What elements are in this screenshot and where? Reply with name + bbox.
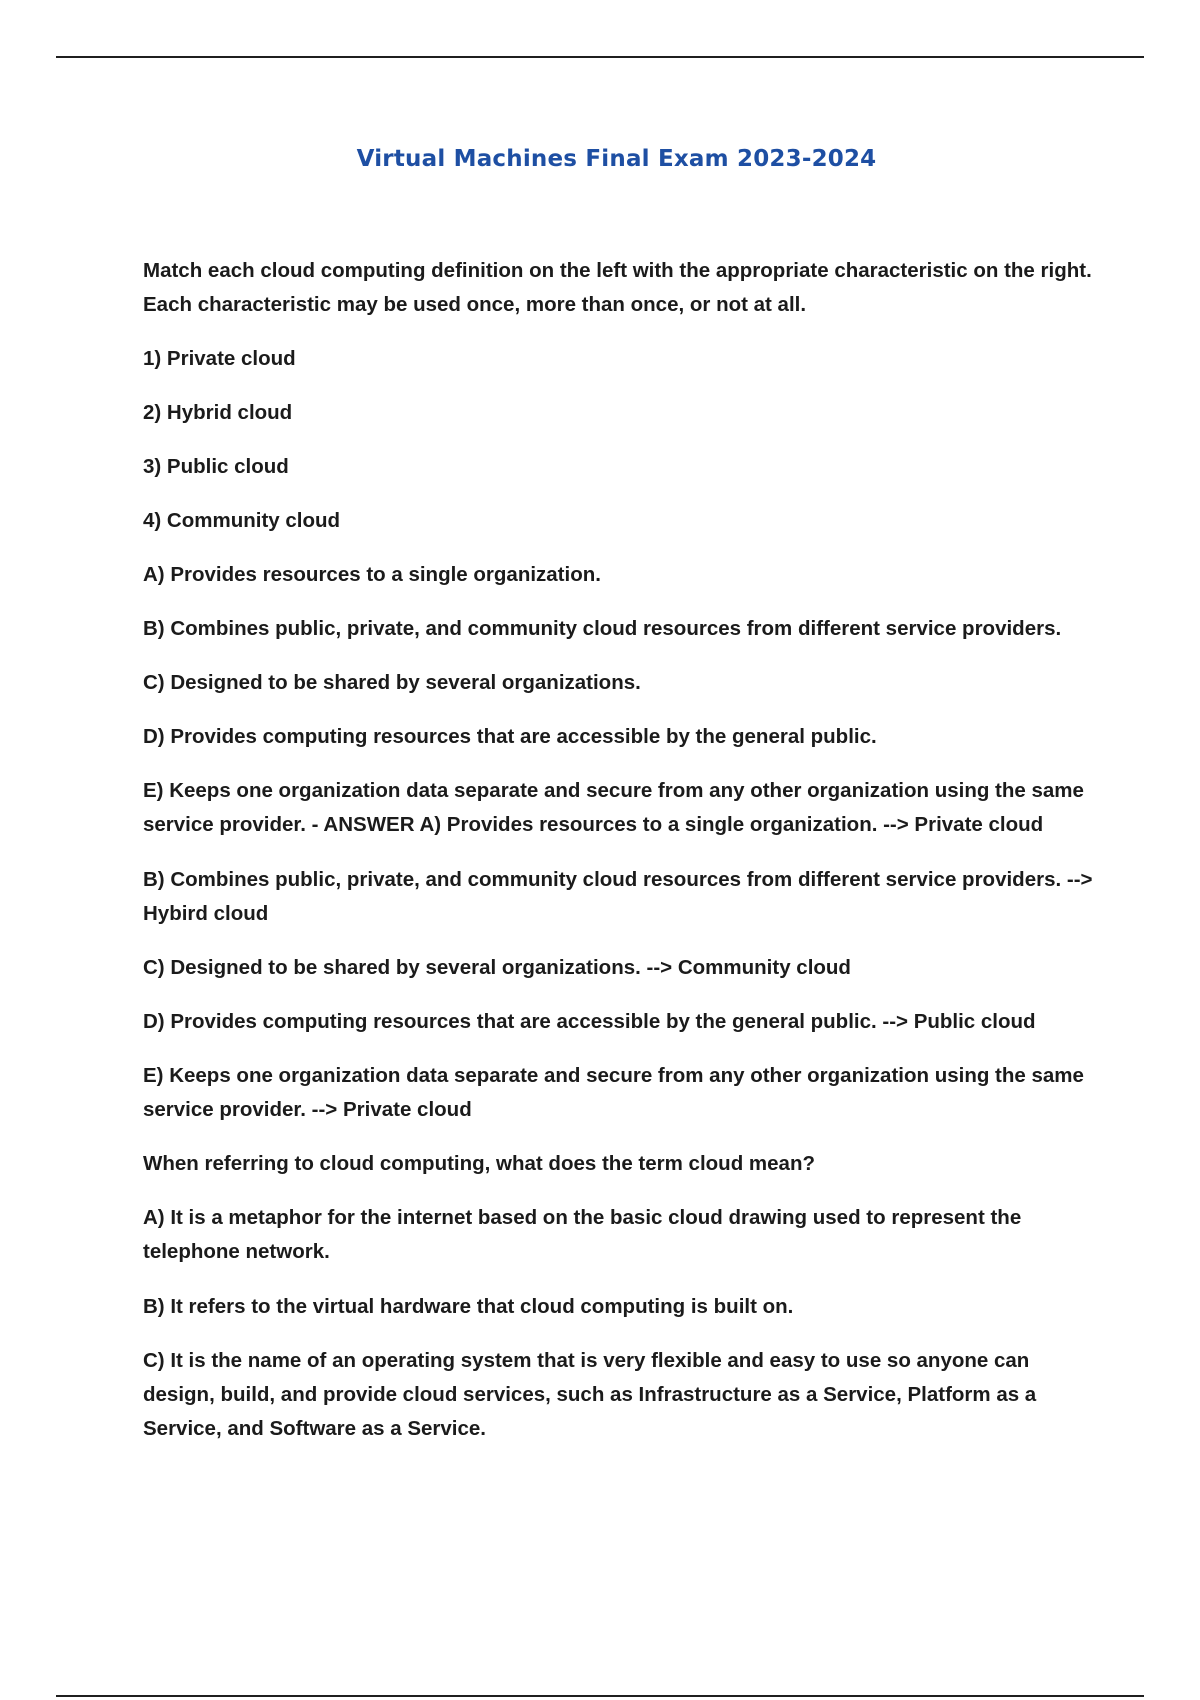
option-item: C) Designed to be shared by several organizations. (143, 671, 641, 694)
document-title: Virtual Machines Final Exam 2023-2024 (356, 146, 877, 172)
list-item: 2) Hybrid cloud (143, 401, 293, 424)
option-item: A) It is a metaphor for the internet based on the basic cloud drawing used to represent the telephone network. (143, 1206, 1022, 1263)
option-item: D) Provides computing resources that are accessible by the general public. (143, 725, 877, 748)
list-item: 1) Private cloud (143, 347, 296, 370)
answer-paragraph: B) Combines public, private, and community cloud resources from different service providers. --> Hybird cloud (143, 868, 1093, 925)
bottom-rule (56, 1695, 1144, 1697)
answer-paragraph: D) Provides computing resources that are accessible by the general public. --> Public cloud (143, 1010, 1036, 1033)
option-item: B) It refers to the virtual hardware that cloud computing is built on. (143, 1295, 794, 1318)
question-intro: Match each cloud computing definition on the left with the appropriate characteristic on the right. Each characteristic may be used once, more than once, or not at all. (143, 259, 1092, 316)
top-rule (56, 56, 1144, 58)
option-item: A) Provides resources to a single organization. (143, 563, 601, 586)
list-item: 4) Community cloud (143, 509, 341, 532)
answer-paragraph: E) Keeps one organization data separate and secure from any other organization using the same service provider. - ANSWER A) Provides resources to a single organization. --> Private cloud (143, 779, 1084, 836)
answer-paragraph: E) Keeps one organization data separate and secure from any other organization using the same service provider. --> Private cloud (143, 1064, 1084, 1121)
question-text: When referring to cloud computing, what does the term cloud mean? (143, 1152, 815, 1175)
list-item: 3) Public cloud (143, 455, 289, 478)
option-item: B) Combines public, private, and community cloud resources from different service providers. (143, 617, 1062, 640)
document-body (143, 254, 1098, 1446)
answer-paragraph: C) Designed to be shared by several organizations. --> Community cloud (143, 956, 851, 979)
option-item: C) It is the name of an operating system that is very flexible and easy to use so anyone can design, build, and provide cloud services, such as Infrastructure as a Service, Platform as a Service, and Software as a Service. (143, 1349, 1037, 1440)
